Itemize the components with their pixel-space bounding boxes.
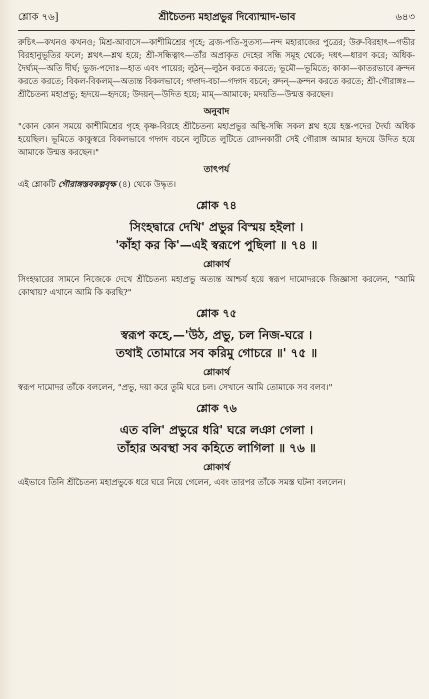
verse-translation-heading: শ্লোকার্থ — [203, 368, 230, 378]
verse-heading: শ্লোক ৭৬ — [196, 402, 237, 415]
verse-heading: শ্লোক ৭৫ — [196, 307, 237, 320]
page-number: ৬৪৩ — [395, 12, 415, 23]
verse-line: তথাই তোমারে সব করিমু গোচরে ॥' ৭৫ ॥ — [115, 346, 318, 360]
verse-translation: এইভাবে তিনি শ্রীচৈতন্য মহাপ্রভুকে ধরে ঘরে নিয়ে গেলেন, এবং তারপর তাঁকে সমস্ত ঘটনা বললেন। — [18, 477, 346, 487]
header-title: শ্রীচৈতন্য মহাপ্রভুর দিব্যোন্মাদ-ভাব — [158, 12, 296, 23]
header-verse-ref: শ্লোক ৭৬] — [18, 12, 59, 23]
verse-translation-heading: শ্লোকার্থ — [203, 463, 230, 473]
verse-76 — [18, 400, 415, 489]
verse-line: এত বলি' প্রভুরে ধরি' ঘরে লঞা গেলা । — [119, 423, 314, 437]
verse-translation: সিংহদ্বারের সামনে নিজেকে দেখে শ্রীচৈতন্য মহাপ্রভু অত্যন্ত আশ্চর্য হয়ে স্বরূপ দামোদরকে জিজ্ঞাসা করলেন, "আমি কোথায়? এখানে আমি কি করছি?" — [18, 274, 415, 297]
verse-line: সিংহদ্বারে দেখি' প্রভুর বিস্ময় হইলা । — [129, 220, 304, 234]
purport-source-title: গৌরাঙ্গস্তবকল্পবৃক্ষ — [58, 179, 117, 189]
verse-translation: স্বরূপ দামোদর তাঁকে বললেন, "প্রভু, দয়া করে তুমি ঘরে চল। সেখানে আমি তোমাকে সব বলব।" — [18, 382, 333, 392]
purport-heading: তাৎপর্য — [203, 165, 230, 175]
purport-suffix: (৪) থেকে উদ্ধৃত। — [116, 179, 176, 189]
verse-translation-heading: শ্লোকার্থ — [203, 260, 230, 270]
translation-text: "কোন কোন সময়ে কাশীমিশ্রের গৃহে কৃষ্ণ-বিরহে শ্রীচৈতন্য মহাপ্রভুর অস্থি-সন্ধি সকল শ্লথ হয়ে হস্ত-পদের দৈর্ঘ্য অধিক হয়েছিল। ভূমিতে কাকুস্বরে বিকলভাবে গদ্গদ বচনে লুটিতে লুটিতে রোদনকারী সেই গৌরাঙ্গ আমার হৃদয়ে উদিত হয়ে আমাকে উন্মত্ত করছেন।" — [18, 121, 415, 157]
purport-prefix: এই শ্লোকটি — [18, 179, 59, 189]
page-header — [18, 10, 415, 31]
word-gloss: রুচিৎ—কখনও কখনও; মিশ্র-আবাসে—কাশীমিশ্রের গৃহে; ব্রজ-পতি-সুতস্য—নন্দ মহারাজের পুত্রের; উরু-বিরহাৎ—গভীর বিরহানুভূতির ফলে; শ্লথৎ—শ্লথ হয়ে; শ্রী-সন্ধিত্বাৎ—তাঁর অপ্রাকৃত দেহের সন্ধি সমূহ থেকে; দধৎ—ধারণ করে; অধিক-দৈর্ঘ্যম্—অতি দীর্ঘ; ভুজ-পদোঃ—হাত এবং পায়ের; লুঠন্—লুঠন করতে করতে; ভূমৌ—ভূমিতে; কাকা—কাতরভাবে ক্রন্দন করতে করতে; বিকল-বিকলম্—অত্যন্ত বিকলভাবে; গদ্গদ-বচা—গদ্গদ বচনে; রুদন্—ক্রন্দন করতে করতে; শ্রী-গৌরাঙ্গঃ—শ্রীচৈতন্য মহাপ্রভু; হৃদয়ে—হৃদয়ে; উদয়ন্—উদিত হয়ে; মাম্—আমাকে; মদয়তি—উন্মত্ত করছেন। — [18, 37, 415, 99]
purport-text — [18, 178, 415, 191]
verse-line: স্বরূপ কহে,—'উঠ, প্রভু, চল নিজ-ঘরে । — [120, 328, 313, 342]
verse-75 — [18, 305, 415, 394]
verse-heading: শ্লোক ৭৪ — [196, 199, 237, 212]
verse-line: 'কাঁহা কর কি'—এই স্বরূপে পুছিলা ॥ ৭৪ ॥ — [115, 238, 318, 252]
verse-74 — [18, 197, 415, 299]
translation-heading: অনুবাদ — [203, 107, 230, 117]
verse-line: তাঁহার অবস্থা সব কহিতে লাগিলা ॥ ৭৬ ॥ — [117, 441, 316, 455]
